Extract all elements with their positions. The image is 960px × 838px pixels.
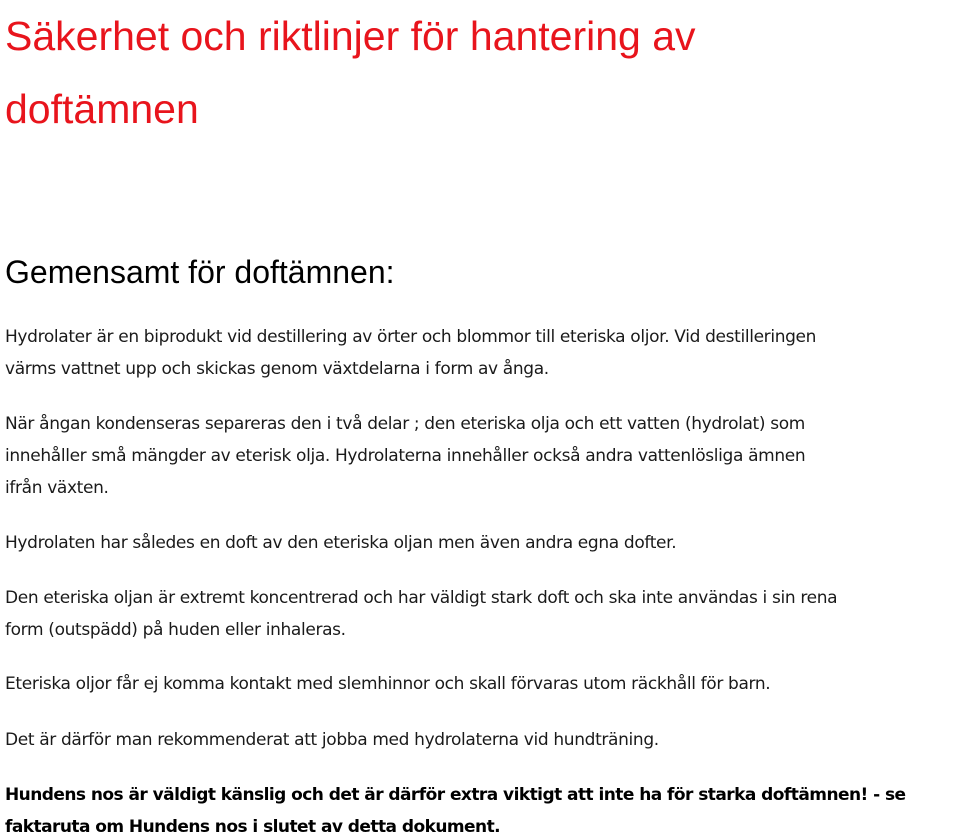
paragraph-line: faktaruta om Hundens nos i slutet av detta dokument. xyxy=(5,817,501,837)
paragraph-rekommendation xyxy=(5,724,960,756)
paragraph-line: innehåller små mängder av eterisk olja. Hydrolaterna innehåller också andra vattenlösliga ämnen xyxy=(5,446,806,466)
paragraph-eterisk-olja xyxy=(5,582,960,646)
paragraph-hydrolater-intro xyxy=(5,321,960,385)
paragraph-hundens-nos xyxy=(5,779,960,838)
paragraph-line: Hydrolater är en biprodukt vid destillering av örter och blommor till eteriska oljor. Vid destilleringen xyxy=(5,327,817,347)
paragraph-line: värms vattnet upp och skickas genom växtdelarna i form av ånga. xyxy=(5,359,549,379)
section-heading: Gemensamt för doftämnen: xyxy=(5,254,395,290)
page-title-line-1: Säkerhet och riktlinjer för hantering av xyxy=(5,13,696,59)
paragraph-line: Det är därför man rekommenderat att jobba med hydrolaterna vid hundträning. xyxy=(5,730,659,750)
paragraph-line: När ångan kondenseras separeras den i två delar ; den eteriska olja och ett vatten (hydrolat) som xyxy=(5,414,805,434)
paragraph-line: Hundens nos är väldigt känslig och det är därför extra viktigt att inte ha för starka doftämnen! - se xyxy=(5,785,906,805)
paragraph-hydrolat-doft xyxy=(5,527,960,559)
paragraph-forvaring xyxy=(5,668,960,700)
paragraph-kondensering xyxy=(5,408,960,504)
paragraph-line: Den eteriska oljan är extremt koncentrerad och har väldigt stark doft och ska inte användas i sin rena xyxy=(5,588,838,608)
page-title-line-2: doftämnen xyxy=(5,86,199,132)
paragraph-line: ifrån växten. xyxy=(5,478,109,498)
paragraph-line: Eteriska oljor får ej komma kontakt med slemhinnor och skall förvaras utom räckhåll för barn. xyxy=(5,674,771,694)
page-title xyxy=(5,0,945,146)
paragraph-line: form (outspädd) på huden eller inhaleras. xyxy=(5,620,346,640)
paragraph-line: Hydrolaten har således en doft av den eteriska oljan men även andra egna dofter. xyxy=(5,533,677,553)
